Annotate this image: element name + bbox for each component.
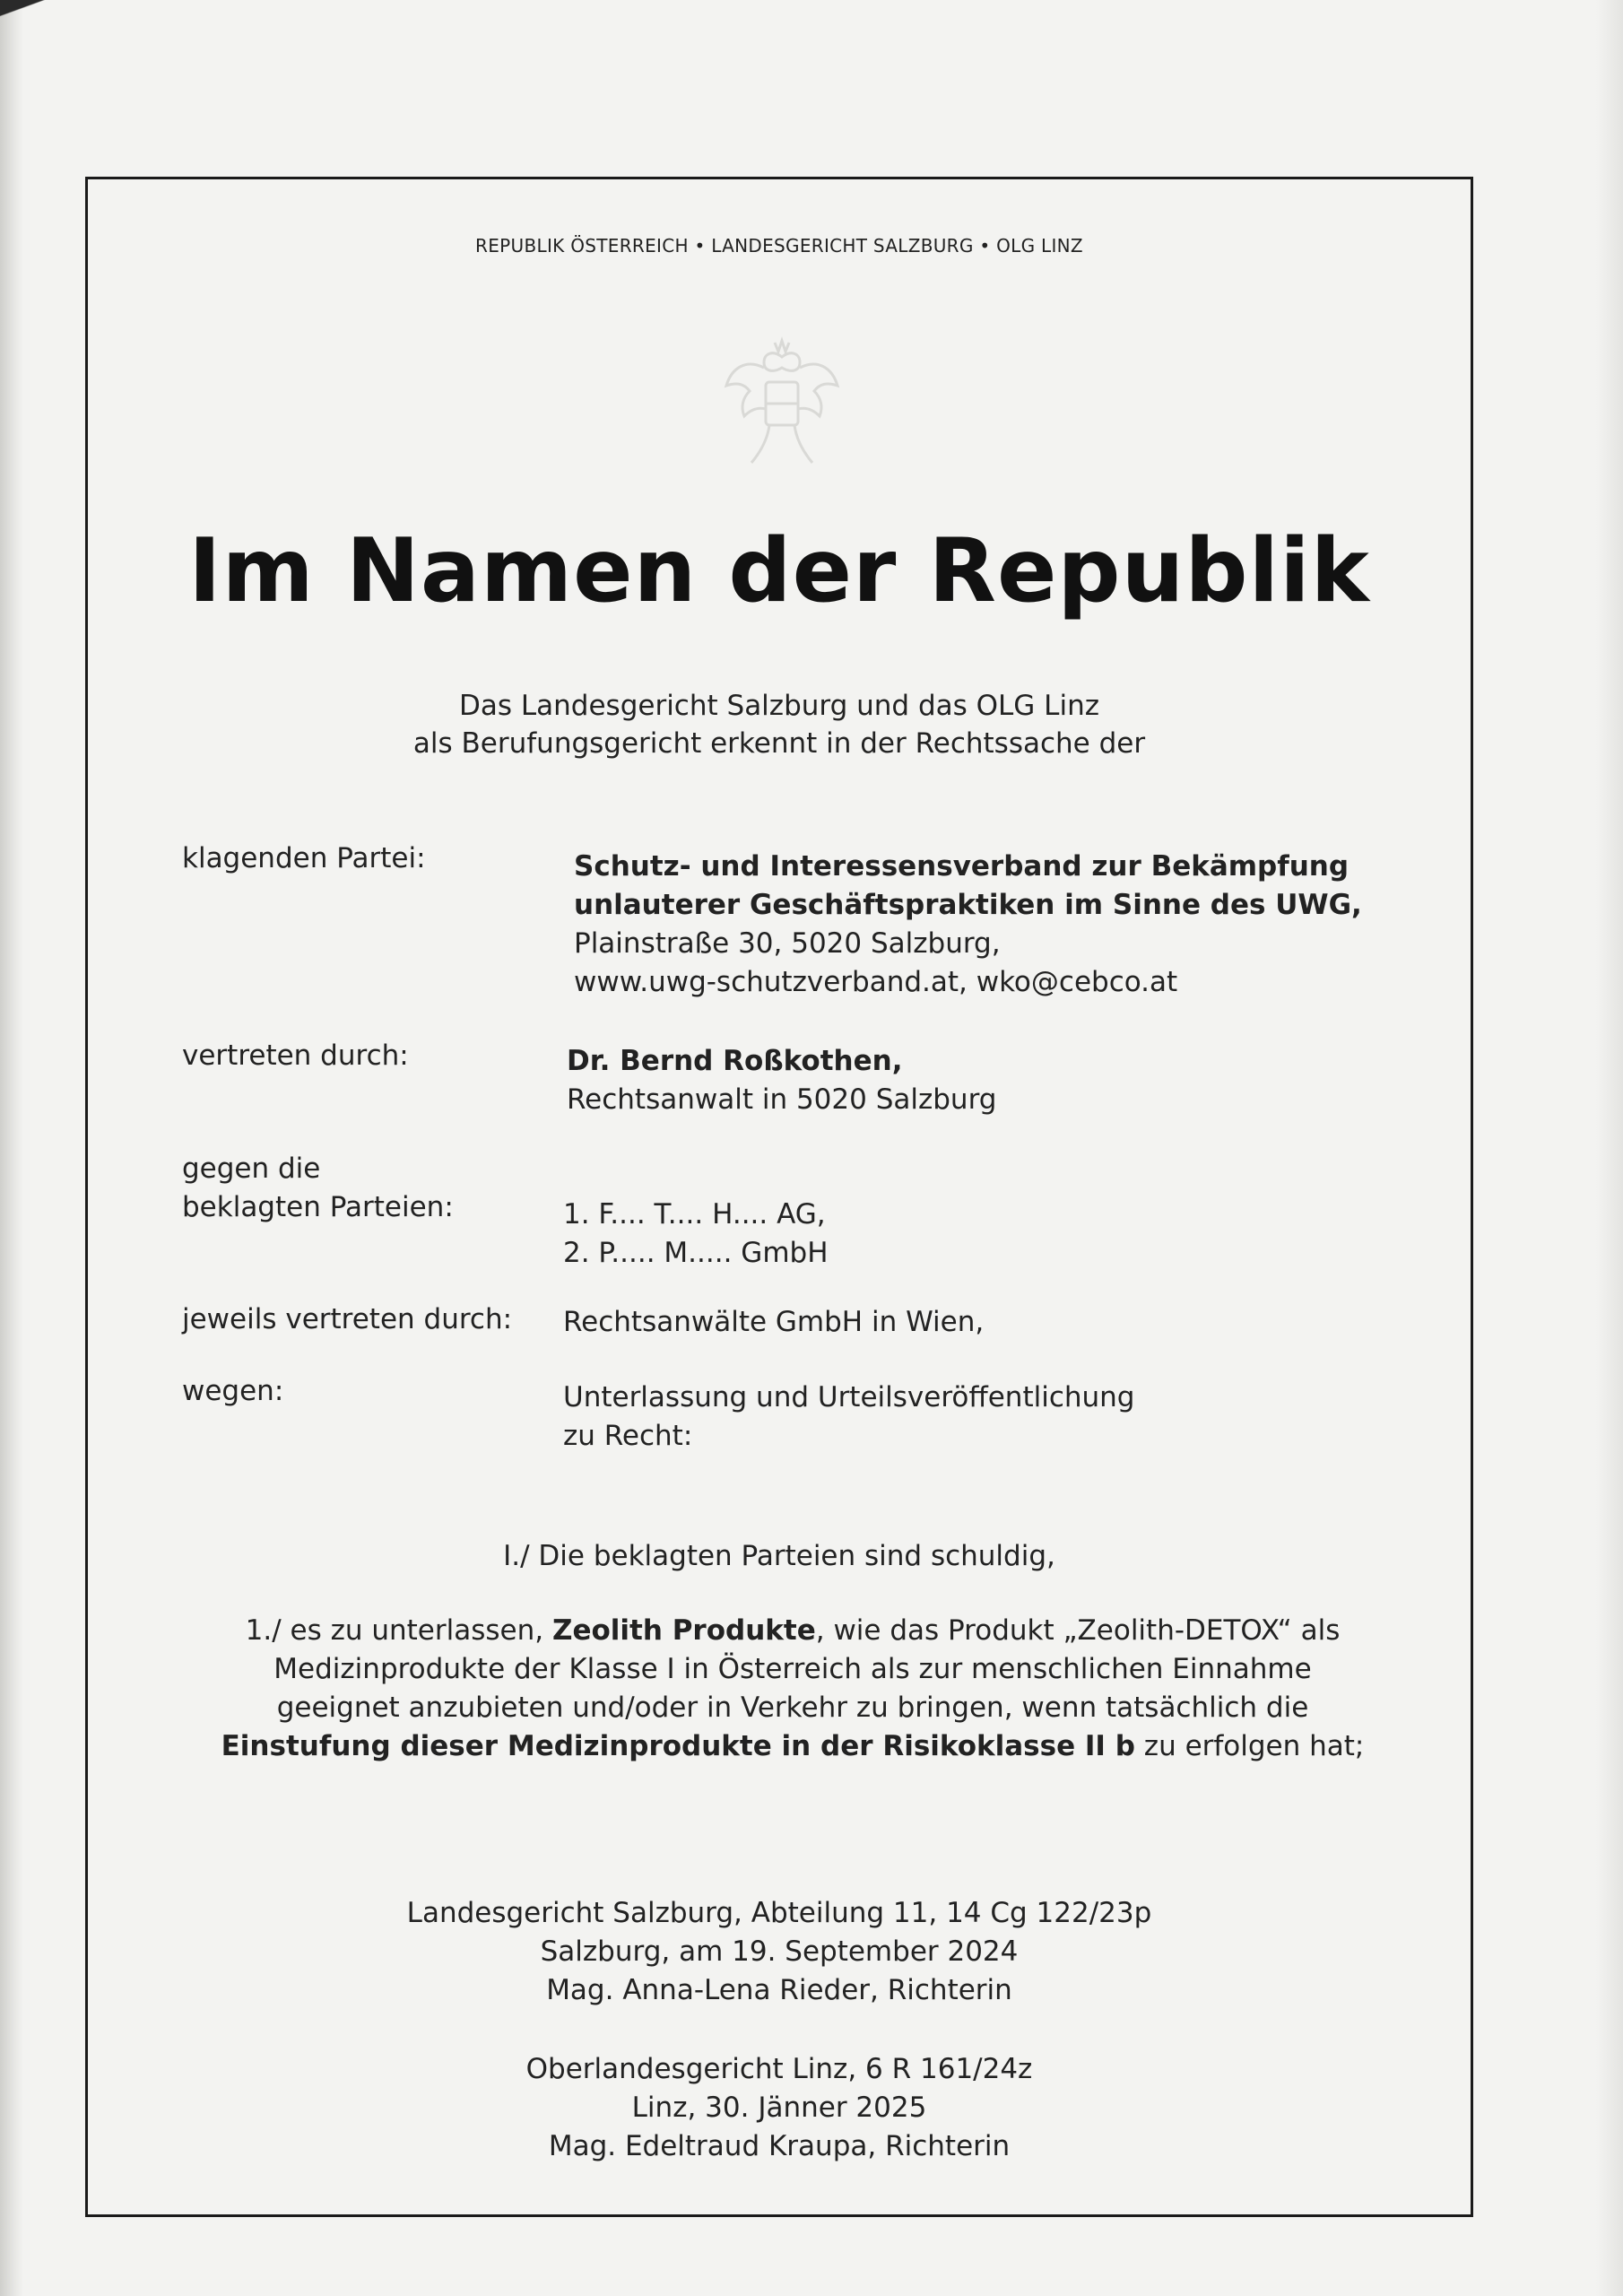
defendants-counsel-value: Rechtsanwälte GmbH in Wien, (563, 1306, 985, 1338)
signature-lg-line-2: Salzburg, am 19. September 2024 (540, 1935, 1019, 1968)
verdict-line-3: geeignet anzubieten und/oder in Verkehr zu bringen, wenn tatsächlich die (276, 1692, 1309, 1724)
signature-olg (88, 2050, 1471, 2166)
defendant-item-2: 2. P..... M..... GmbH (563, 1237, 829, 1269)
plaintiff-contact: www.uwg-schutzverband.at, wko@cebco.at (574, 966, 1178, 998)
defendants-label-line-1: gegen die (182, 1152, 321, 1185)
plaintiff-value (574, 848, 1362, 1002)
signature-olg-line-3: Mag. Edeltraud Kraupa, Richterin (548, 2130, 1011, 2162)
scan-edge-right (1596, 0, 1623, 2296)
coat-of-arms-eagle-icon (719, 332, 845, 475)
verdict-line-2: Medizinprodukte der Klasse I in Österreich als zur menschlichen Einnahme (273, 1653, 1312, 1685)
plaintiff-counsel-label: vertreten durch: (182, 1039, 409, 1072)
plaintiff-label: klagenden Partei: (182, 842, 426, 874)
plaintiff-name-line-2: unlauterer Geschäftspraktiken im Sinne des UWG, (574, 889, 1362, 921)
verdict-line-4 (195, 1727, 1390, 1766)
subject-value (563, 1378, 1134, 1456)
verdict-line-1-end: , wie das Produkt „Zeolith-DETOX“ als (815, 1614, 1341, 1647)
signature-lg (88, 1894, 1471, 2010)
plaintiff-counsel-value (567, 1042, 996, 1119)
signature-olg-line-2: Linz, 30. Jänner 2025 (631, 2092, 927, 2124)
verdict-line-1-start: 1./ es zu unterlassen, (245, 1614, 552, 1647)
verdict-heading: I./ Die beklagten Parteien sind schuldig, (503, 1540, 1055, 1572)
document-frame (85, 177, 1473, 2217)
defendant-item-1: 1. F.... T.... H.... AG, (563, 1198, 826, 1231)
defendants-label (182, 1150, 454, 1227)
verdict-text (195, 1612, 1390, 1766)
plaintiff-counsel-detail: Rechtsanwalt in 5020 Salzburg (567, 1083, 997, 1116)
defendants-counsel-label: jeweils vertreten durch: (182, 1303, 513, 1335)
intro-line-2: als Berufungsgericht erkennt in der Rechtssache der (412, 727, 1146, 760)
subject-line-1: Unterlassung und Urteilsveröffentlichung (563, 1381, 1135, 1413)
page-title: Im Namen der Republik (188, 520, 1370, 622)
verdict-product: Zeolith Produkte (551, 1614, 816, 1647)
court-header: REPUBLIK ÖSTERREICH • LANDESGERICHT SALZBURG • OLG LINZ (475, 235, 1083, 257)
plaintiff-counsel-name: Dr. Bernd Roßkothen, (567, 1045, 903, 1077)
signature-lg-line-1: Landesgericht Salzburg, Abteilung 11, 14 Cg 122/23p (406, 1897, 1152, 1929)
plaintiff-name-line-1: Schutz- und Interessensverband zur Bekämpfung (574, 850, 1350, 883)
defendants-label-line-2: beklagten Parteien: (182, 1191, 454, 1223)
verdict-line-4-end: zu erfolgen hat; (1134, 1730, 1365, 1762)
subject-label: wegen: (182, 1375, 284, 1407)
intro-text (88, 687, 1471, 762)
scan-corner-mark (0, 0, 108, 72)
plaintiff-address: Plainstraße 30, 5020 Salzburg, (574, 927, 1001, 960)
signature-olg-line-1: Oberlandesgericht Linz, 6 R 161/24z (525, 2053, 1033, 2085)
verdict-line-1 (195, 1612, 1390, 1650)
subject-line-2: zu Recht: (563, 1420, 693, 1452)
verdict-classification: Einstufung dieser Medizinprodukte in der Risikoklasse II b (221, 1730, 1135, 1762)
signature-lg-line-3: Mag. Anna-Lena Rieder, Richterin (546, 1974, 1012, 2006)
scan-edge-left (0, 0, 23, 2296)
defendants-value (563, 1196, 829, 1273)
intro-line-1: Das Landesgericht Salzburg und das OLG Linz (459, 690, 1099, 722)
